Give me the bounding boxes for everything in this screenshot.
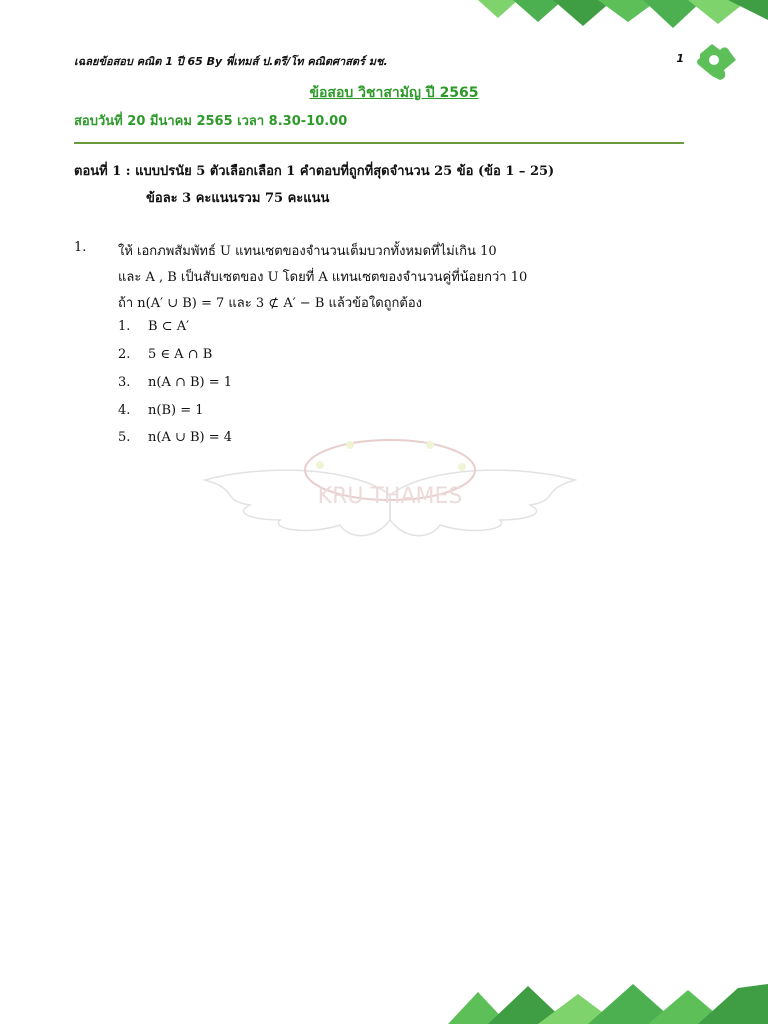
choice-text: n(B) = 1 [148, 403, 204, 418]
part-line-2: ข้อละ 3 คะแนนรวม 75 คะแนน [146, 191, 330, 206]
part-line-1: ตอนที่ 1 : แบบปรนัย 5 ตัวเลือกเลือก 1 คำตอบที่ถูกที่สุดจำนวน 25 ข้อ (ข้อ 1 – 25) [74, 164, 555, 179]
header-text: เฉลยข้อสอบ คณิต 1 ปี 65 By พี่เทมส์ ป.ตรี/โท คณิตศาสตร์ มช. [74, 55, 388, 68]
choice-3 [118, 375, 232, 390]
top-decoration [468, 0, 768, 30]
choice-number: 4. [118, 403, 131, 418]
choice-4 [118, 403, 204, 418]
question-line: และ A , B เป็นสับเซตของ U โดยที่ A แทนเซตของจำนวนคู่ที่น้อยกว่า 10 [118, 270, 528, 285]
choice-5 [118, 430, 232, 445]
watermark-text: KRU THAMES [317, 484, 463, 509]
choice-1 [118, 319, 189, 334]
choice-text: B ⊂ A′ [148, 319, 190, 334]
page-header [74, 52, 684, 70]
bottom-decoration [448, 984, 768, 1024]
exam-date: สอบวันที่ 20 มีนาคม 2565 เวลา 8.30-10.00 [74, 114, 348, 129]
choice-number: 2. [118, 347, 131, 362]
question-line: ถ้า n(A′ ∪ B) = 7 และ 3 ⊄ A′ − B แล้วข้อใดถูกต้อง [118, 296, 422, 311]
question-number: 1. [74, 240, 87, 255]
choice-text: 5 ∈ A ∩ B [148, 347, 213, 362]
choice-number: 5. [118, 430, 131, 445]
choice-2 [118, 347, 212, 362]
watermark-logo [200, 425, 580, 575]
part-instructions [74, 160, 555, 206]
choice-number: 3. [118, 375, 131, 390]
page-number: 1 [676, 52, 684, 65]
choice-text: n(A ∩ B) = 1 [148, 375, 233, 390]
question-line: ให้ เอกภพสัมพัทธ์ U แทนเซตของจำนวนเต็มบวกทั้งหมดที่ไม่เกิน 10 [118, 244, 497, 259]
puzzle-icon [692, 40, 740, 84]
divider [74, 142, 684, 144]
choice-number: 1. [118, 319, 131, 334]
choice-text: n(A ∪ B) = 4 [148, 430, 233, 445]
exam-title: ข้อสอบ วิชาสามัญ ปี 2565 [309, 85, 479, 101]
